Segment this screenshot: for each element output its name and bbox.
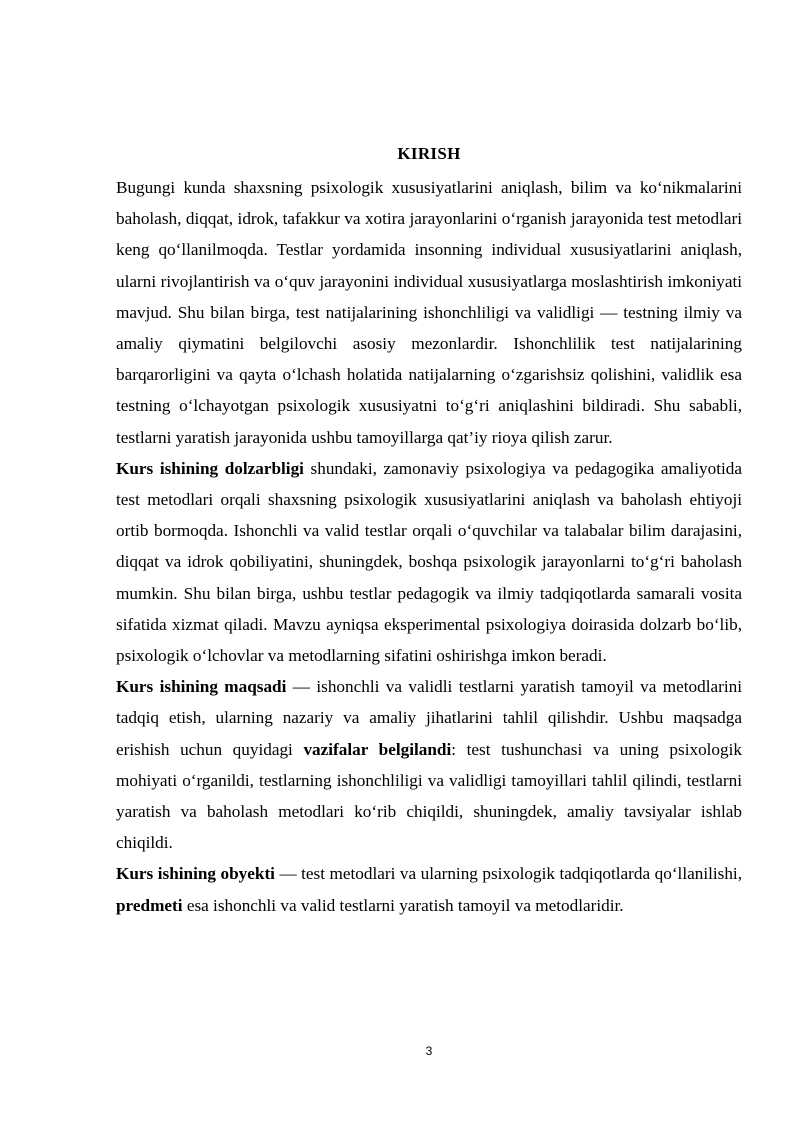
- goal-paragraph: [116, 671, 742, 858]
- section-heading: KIRISH: [397, 144, 461, 163]
- object-text-before: — test metodlari va ularning psixologik tadqiqotlarda qo‘llanilishi,: [274, 864, 742, 884]
- goal-label: Kurs ishining maqsadi: [116, 677, 287, 697]
- relevance-text: shundaki, zamonaviy psixologiya va pedagogika amaliyotida test metodlari orqali shaxsning psixologik xususiyatlarini aniqlash va baholash ehtiyoji ortib bormoqda. Ishonchli va valid testlar orqali o‘quvchilar va talabalar bilim darajasini, diqqat va idrok qobiliyatini, shuningdek, boshqa psixologik jarayonlarni to‘g‘ri baholash mumkin. Shu bilan birga, ushbu testlar pedagogik va ilmiy tadqiqotlarda samarali vosita sifatida xizmat qiladi. Mavzu ayniqsa eksperimental psixologiya doirasida dolzarb bo‘lib, psixologik o‘lchovlar va metodlarning sifatini oshirishga imkon beradi.: [116, 458, 742, 666]
- object-label: Kurs ishining obyekti: [116, 864, 275, 884]
- goal-text-after: : test tushunchasi va uning psixologik mohiyati o‘rganildi, testlarning ishonchliligi va validligi tamoyillari tahlil qilindi, testlarni yaratish va baholash metodlari ko‘rib chiqildi, shuningdek, amaliy tavsiyalar ishlab chiqildi.: [116, 739, 742, 853]
- subject-label: predmeti: [116, 895, 183, 915]
- object-text-after: esa ishonchli va valid testlarni yaratish tamoyil va metodlaridir.: [182, 895, 624, 915]
- goal-text-before: — ishonchli va validli testlarni yaratish tamoyil va metodlarini tadqiq etish, ularning nazariy va amaliy jihatlarini tahlil qilishdir. Ushbu maqsadga erishish uchun quyidagi: [116, 677, 742, 759]
- intro-paragraph: Bugungi kunda shaxsning psixologik xususiyatlarini aniqlash, bilim va ko‘nikmalarini baholash, diqqat, idrok, tafakkur va xotira jarayonlarini o‘rganish jarayonida test metodlari keng qo‘llanilmoqda. Testlar yordamida insonning individual xususiyatlarini aniqlash, ularni rivojlantirish va o‘quv jarayonini individual xususiyatlarga moslashtirish imkoniyati mavjud. Shu bilan birga, test natijalarining ishonchliligi va validligi — testning ilmiy va amaliy qiymatini belgilovchi asosiy mezonlardir. Ishonchlilik test natijalarining barqarorligini va qayta o‘lchash holatida natijalarning o‘zgarishsiz qolishini, validlik esa testning o‘lchayotgan psixologik xususiyatni to‘g‘ri aniqlashini bildiradi. Shu sababli, testlarni yaratish jarayonida ushbu tamoyillarga qat’iy rioya qilish zarur.: [116, 178, 742, 447]
- tasks-label: vazifalar belgilandi: [303, 739, 452, 759]
- object-paragraph: [116, 858, 742, 920]
- relevance-paragraph: [116, 453, 742, 671]
- page-number: 3: [425, 1044, 433, 1058]
- relevance-label: Kurs ishining dolzarbligi: [116, 458, 304, 478]
- body-text: [116, 172, 742, 921]
